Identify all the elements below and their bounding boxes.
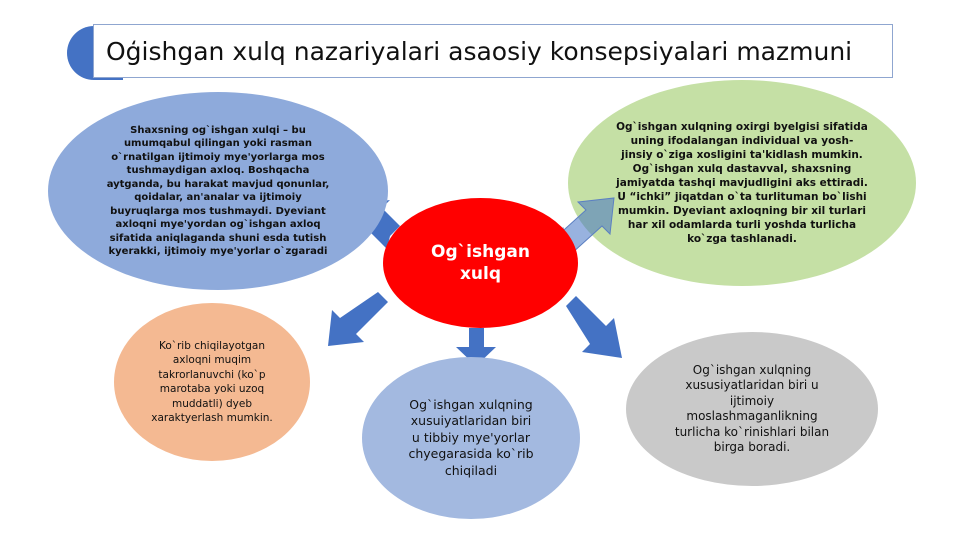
center-node — [383, 198, 578, 328]
page-title-text: Oģishgan xulq nazariyalari asaosiy konsepsiyalari mazmuni — [106, 36, 853, 66]
arrow-to-bottom-left — [328, 292, 388, 346]
node-text-line: xususiyatlaridan biri u — [685, 378, 819, 392]
node-text-line: Og`ishgan xulqning — [409, 396, 533, 412]
node-text-line: moslashmaganlikning — [686, 409, 818, 423]
node-text-line: har xil odamlarda turli yoshda turlicha — [627, 219, 857, 231]
node-text-line: xaraktyerlash mumkin. — [151, 412, 273, 424]
node-text-line: umumqabul qilingan yoki rasman — [123, 138, 313, 149]
node-text-line: chyegarasida ko`rib — [408, 446, 534, 462]
node-text-line: Og`ishgan xulqning — [692, 362, 812, 377]
arrow-to-bottom-right — [566, 296, 622, 358]
node-definition — [48, 92, 388, 290]
node-text-line: Og`ishgan xulqning oxirgi byelgisi sifatida — [616, 121, 868, 133]
node-text-line: Og`ishgan xulq dastavval, shaxsning — [632, 163, 852, 175]
node-medical-norms — [362, 357, 580, 519]
node-text-line: turlicha ko`rinishlari bilan — [674, 424, 830, 439]
node-text-line: ko`zga tashlanadi. — [687, 233, 797, 245]
node-social-maladjustment — [626, 332, 878, 486]
node-text-line: sifatida aniqlaganda shuni esda tutish — [109, 232, 327, 244]
node-text-line: kyerakki, ijtimoiy mye'yorlar o`zgaradi — [108, 246, 328, 257]
node-text-line: marotaba yoki uzoq — [159, 383, 265, 395]
node-text-line: chiqiladi — [444, 462, 498, 478]
page-title — [93, 24, 893, 78]
node-text-line: birga boradi. — [713, 440, 791, 454]
node-last-sign — [568, 80, 916, 286]
node-text-line: ijtimoiy — [729, 393, 775, 408]
node-text-line: Shaxsning og`ishgan xulqi – bu — [130, 124, 306, 136]
node-text-line: jinsiy o`ziga xosligini ta'kidlash mumkin. — [621, 149, 863, 161]
center-text-line: xulq — [459, 264, 502, 284]
node-text-line: Ko`rib chiqilayotgan — [158, 339, 266, 352]
node-text-line: aytganda, bu harakat mavjud qonunlar, — [106, 178, 330, 190]
node-text-line: xusuiyatlaridan biri — [410, 413, 532, 429]
node-text-line: jamiyatda tashqi mavjudligini aks ettiradi. — [616, 177, 868, 189]
node-text-line: muddatli) dyeb — [171, 397, 253, 410]
node-stable-repetition — [114, 303, 310, 461]
node-text-line: axloqni mye'yordan og`ishgan axloq — [115, 219, 321, 230]
center-text-line: Og`ishgan — [431, 242, 530, 262]
node-text-line: takrorlanuvchi (ko`p — [158, 368, 266, 381]
node-text-line: uning ifodalangan individual va yosh- — [630, 135, 854, 147]
node-text-line: u tibbiy mye'yorlar — [411, 429, 531, 445]
node-text-line: o`rnatilgan ijtimoiy mye'yorlarga mos — [111, 151, 325, 163]
node-text-line: U “ichki” jiqatdan o`ta turlituman bo`lishi — [617, 191, 867, 203]
node-text-line: mumkin. Dyeviant axloqning bir xil turlari — [617, 205, 867, 217]
node-text-line: tushmaydigan axloq. Boshqacha — [126, 165, 310, 176]
node-text-line: axloqni muqim — [172, 354, 252, 366]
node-text-line: qoidalar, an'analar va ijtimoiy — [134, 192, 302, 203]
node-text-line: buyruqlarga mos tushmaydi. Dyeviant — [110, 205, 326, 217]
